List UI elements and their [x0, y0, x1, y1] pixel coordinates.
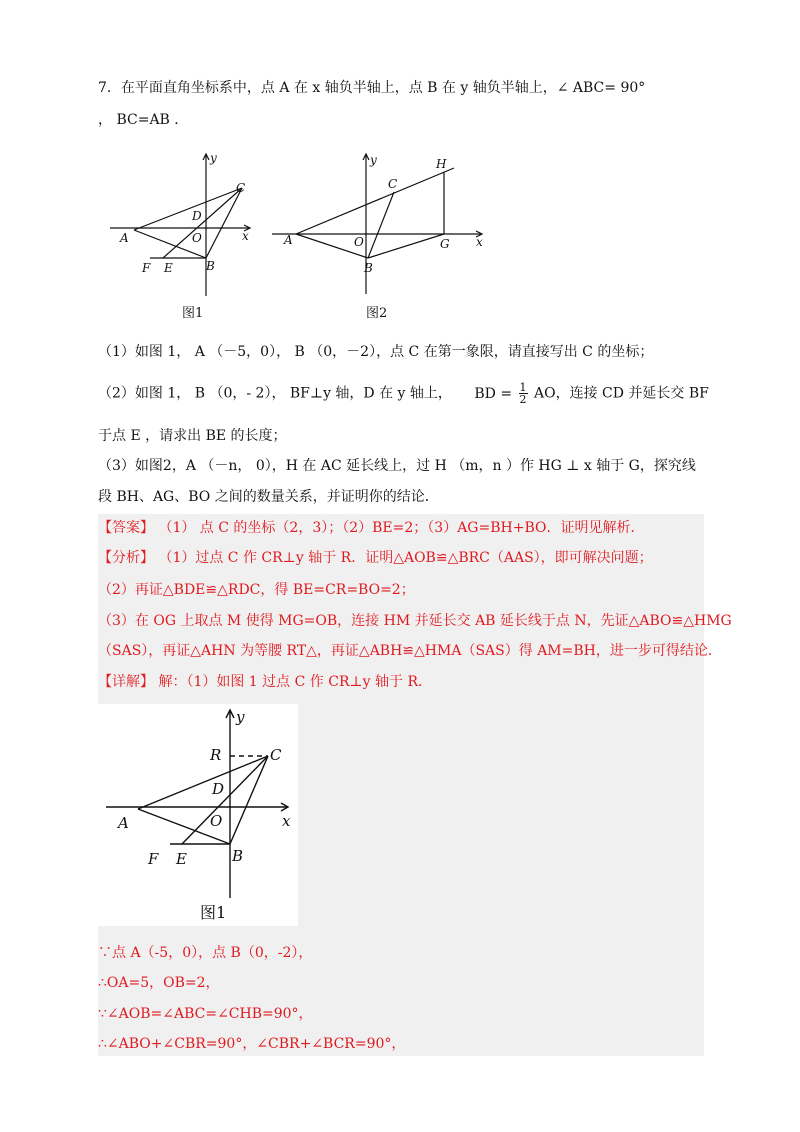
- fig1-label-f: F: [142, 261, 151, 275]
- fig2-label-o: O: [354, 235, 364, 249]
- analysis-line-4: （SAS），再证△AHN 为等腰 RT△，再证△ABH≌△HMA（SAS）得 AM=BH，进一步可得结论．: [98, 643, 722, 659]
- fig1-label-a: A: [120, 231, 129, 245]
- solution-figure-caption: 图1: [200, 903, 227, 922]
- question-part-2-cont: 于点 E ，请求出 BE 的长度；: [98, 428, 287, 444]
- fig1-label-e: E: [164, 261, 173, 275]
- question-part-3-cont: 段 BH、AG、BO 之间的数量关系，并证明你的结论．: [98, 489, 439, 505]
- figure-1-caption: 图1: [182, 306, 204, 321]
- question-part-3: （3）如图2，A （－n， 0），H 在 AC 延长线上，过 H （m，n ）作 HG ⊥ x 轴于 G，探究线: [98, 458, 696, 474]
- solution-step-3: ∵∠AOB=∠ABC=∠CHB=90°，: [98, 1006, 313, 1022]
- answer-tag: 【答案】: [98, 520, 154, 536]
- fig2-label-g: G: [440, 237, 450, 251]
- fig1-label-b: B: [206, 259, 215, 273]
- detail-text-1: 解：（1）如图 1 过点 C 作 CR⊥y 轴于 R．: [158, 674, 432, 690]
- fig2-label-b: B: [364, 261, 373, 275]
- figure-1: [110, 148, 260, 298]
- segment-bg: [368, 234, 444, 258]
- figure-2-caption: 图2: [366, 306, 388, 321]
- question-line-1: 7．在平面直角坐标系中，点 A 在 x 轴负半轴上，点 B 在 y 轴负半轴上，∠ ABC= 90°: [98, 80, 646, 96]
- q2-text-a: （2）如图 1， B （0，- 2）， BF⊥y 轴，D 在 y 轴上，: [98, 385, 452, 402]
- fig2-label-c: C: [388, 177, 398, 191]
- analysis-text-1: （1）过点 C 作 CR⊥y 轴于 R．证明△AOB≌△BRC（AAS），即可解决问题；: [158, 550, 653, 566]
- q2-text-b: AO，连接 CD 并延长交 BF: [533, 385, 709, 402]
- segment-ec: [163, 188, 242, 258]
- detail-line-1: [98, 672, 432, 692]
- analysis-tag: 【分析】: [98, 550, 154, 566]
- fig1-label-x: x: [242, 229, 249, 243]
- question-part-1: （1）如图 1， A （－5，0）， B （0，－2），点 C 在第一象限，请直接写出 C 的坐标；: [98, 344, 654, 360]
- fig1-label-o: O: [192, 231, 202, 245]
- segment-bc: [206, 188, 242, 258]
- fraction-one-half: [519, 382, 528, 405]
- fig2-label-y: y: [370, 153, 377, 167]
- figure-2: [272, 148, 492, 298]
- fig1-label-d: D: [192, 209, 202, 223]
- fig3-label-b: B: [232, 847, 244, 865]
- segment-ah: [296, 168, 454, 234]
- fig3-label-d: D: [212, 780, 225, 798]
- analysis-line-3: （3）在 OG 上取点 M 使得 MG=OB，连接 HM 并延长交 AB 延长线于点 N，先证△ABO≌△HMG: [98, 613, 732, 629]
- question-part-2: [98, 382, 709, 405]
- fig3-label-a: A: [118, 814, 129, 832]
- fig3-label-y: y: [236, 708, 245, 726]
- fraction-denominator: 2: [519, 393, 527, 406]
- fraction-numerator: 1: [519, 381, 527, 394]
- analysis-line-1: [98, 548, 653, 568]
- question-line-2: ， BC=AB ．: [98, 112, 189, 128]
- fig1-label-c: C: [236, 181, 246, 195]
- solution-figure: [98, 704, 298, 904]
- fig2-label-x: x: [476, 235, 483, 249]
- analysis-line-2: （2）再证△BDE≌△RDC，得 BE=CR=BO=2；: [98, 582, 415, 598]
- detail-tag: 【详解】: [98, 674, 154, 690]
- fig3-label-c: C: [270, 746, 282, 764]
- solution-step-1: ∵点 A（-5，0），点 B（0，-2），: [98, 945, 313, 961]
- answer-text: （1） 点 C 的坐标（2，3）；（2）BE=2；（3）AG=BH+BO．证明见解析．: [158, 520, 645, 536]
- fig3-label-x: x: [282, 812, 291, 830]
- fig3-label-f: F: [148, 850, 159, 868]
- answer-line: [98, 518, 644, 538]
- fig3-label-r: R: [210, 746, 222, 764]
- fig2-label-a: A: [284, 233, 293, 247]
- q2-bd: BD =: [474, 385, 513, 402]
- fig1-label-y: y: [210, 151, 217, 165]
- solution-step-4: ∴∠ABO+∠CBR=90°，∠CBR+∠BCR=90°，: [98, 1036, 406, 1052]
- fig3-label-o: O: [210, 812, 223, 830]
- segment-ec: [182, 756, 268, 844]
- segment-ac: [134, 188, 242, 230]
- fig3-label-e: E: [176, 850, 187, 868]
- fig2-label-h: H: [436, 157, 447, 171]
- solution-step-2: ∴OA=5，OB=2，: [98, 975, 220, 991]
